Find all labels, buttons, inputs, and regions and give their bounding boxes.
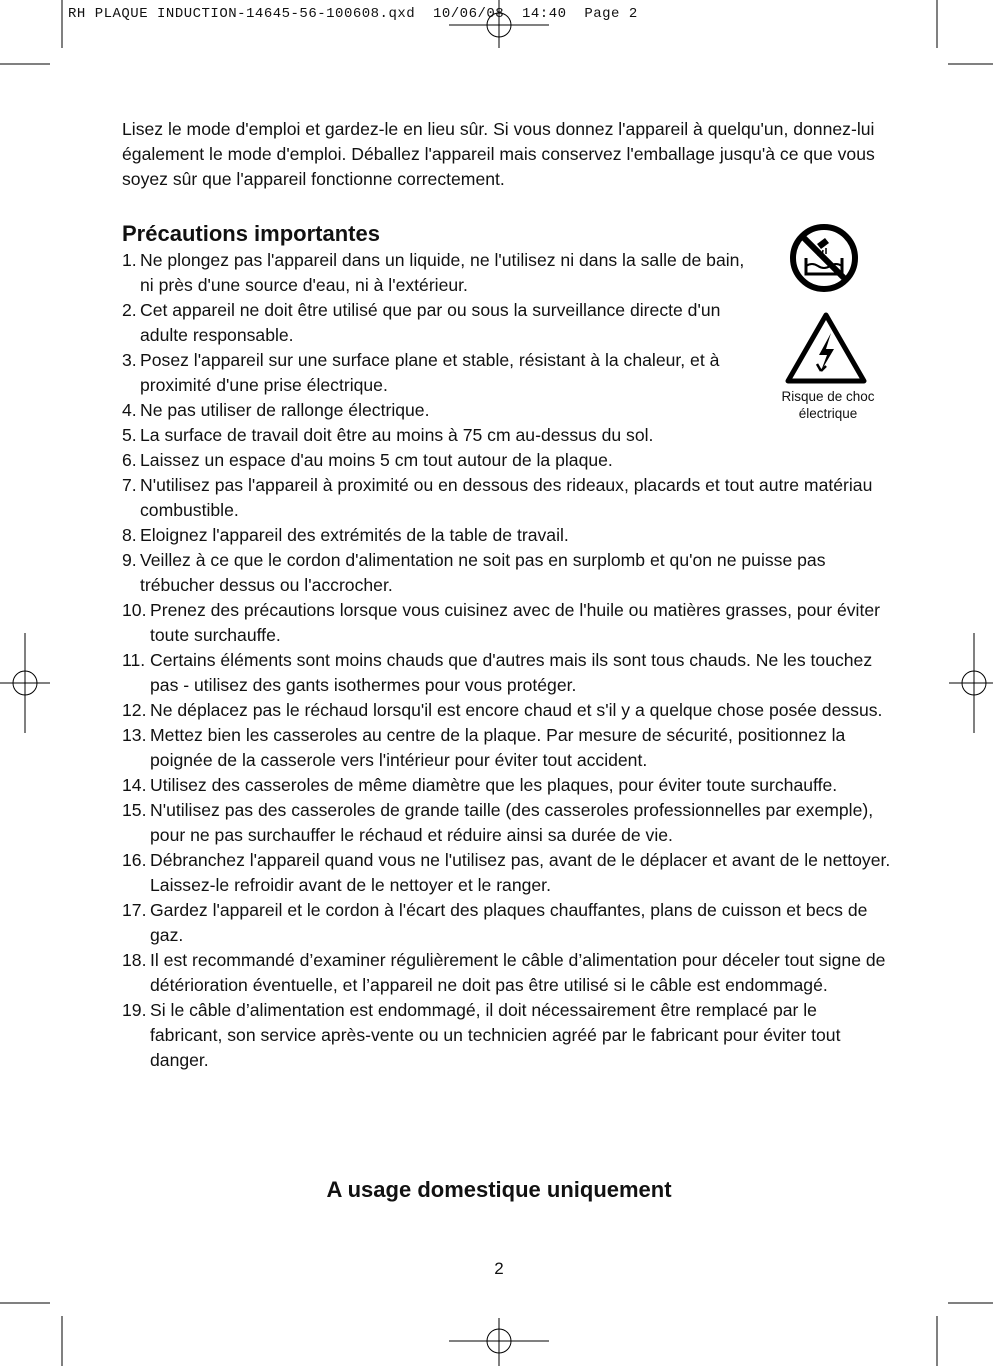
list-item (122, 448, 892, 473)
item-text: N'utilisez pas des casseroles de grande taille (des casseroles professionnelles par exemple), pour ne pas surchauffer le réchaud et réduire ainsi sa durée de vie. (150, 800, 874, 845)
item-text: Il est recommandé d’examiner régulièrement le câble d’alimentation pour déceler tout signe de détérioration éventuelle, et l’appareil ne doit pas être utilisé si le câble est endommagé. (150, 950, 886, 995)
item-number: 17. (122, 900, 147, 920)
list-item (122, 423, 892, 448)
item-number: 9. (122, 550, 137, 570)
item-number: 12. (122, 700, 147, 720)
item-number: 3. (122, 350, 137, 370)
item-text: Si le câble d’alimentation est endommagé, il doit nécessairement être remplacé par le fabricant, son service après-vente ou un technicien agréé par le fabricant pour éviter tout danger. (150, 1000, 841, 1070)
item-text: Certains éléments sont moins chauds que d'autres mais ils sont tous chauds. Ne les touchez pas - utilisez des gants isothermes pour vous protéger. (150, 650, 873, 695)
item-text: Ne déplacez pas le réchaud lorsqu'il est encore chaud et s'il y a quelque chose posée dessus. (150, 700, 883, 720)
item-text: Gardez l'appareil et le cordon à l'écart des plaques chauffantes, plans de cuisson et becs de gaz. (150, 900, 868, 945)
item-text: Mettez bien les casseroles au centre de la plaque. Par mesure de sécurité, positionnez la poignée de la casserole vers l'intérieur pour éviter tout accident. (150, 725, 846, 770)
item-number: 13. (122, 725, 147, 745)
item-number: 14. (122, 775, 147, 795)
slug-time: 14:40 (522, 6, 567, 22)
list-item (122, 523, 892, 548)
list-item (122, 248, 892, 298)
registration-mark-bottom (449, 1318, 549, 1366)
page-number: 2 (494, 1259, 504, 1278)
item-text: Posez l'appareil sur une surface plane et stable, résistant à la chaleur, et à proximité d'une prise électrique. (140, 350, 720, 395)
item-number: 5. (122, 425, 137, 445)
item-text: Laissez un espace d'au moins 5 cm tout autour de la plaque. (140, 450, 613, 470)
intro-paragraph: Lisez le mode d'emploi et gardez-le en lieu sûr. Si vous donnez l'appareil à quelqu'un, donnez-lui également le mode d'emploi. Déballez l'appareil mais conservez l'emballage jusqu'à ce que vous soyez sûr que l'appareil fonctionne correctement. (122, 119, 875, 189)
item-number: 19. (122, 1000, 147, 1020)
list-item (122, 398, 892, 423)
shock-caption-line2: électrique (798, 406, 858, 421)
item-text: Prenez des précautions lorsque vous cuisinez avec de l'huile ou matières grasses, pour éviter toute surchauffe. (150, 600, 880, 645)
list-item (122, 998, 892, 1073)
list-item (122, 698, 892, 723)
list-item (122, 298, 892, 348)
slug-file: RH PLAQUE INDUCTION-14645-56-100608.qxd (68, 6, 416, 22)
item-text: Veillez à ce que le cordon d'alimentation ne soit pas en surplomb et qu'on ne puisse pas trébucher dessus ou l'accrocher. (140, 550, 826, 595)
item-text: Ne pas utiliser de rallonge électrique. (140, 400, 430, 420)
print-slug (68, 6, 638, 22)
item-text: Eloignez l'appareil des extrémités de la table de travail. (140, 525, 569, 545)
precautions-heading: Précautions importantes (122, 221, 380, 246)
list-item (122, 948, 892, 998)
item-number: 8. (122, 525, 137, 545)
list-item (122, 473, 892, 523)
item-number: 11. (122, 650, 146, 670)
registration-mark-right (949, 633, 993, 733)
item-number: 6. (122, 450, 137, 470)
list-item (122, 348, 892, 398)
list-item (122, 773, 892, 798)
list-item (122, 648, 892, 698)
item-number: 7. (122, 475, 137, 495)
registration-mark-left (0, 633, 50, 733)
item-text: N'utilisez pas l'appareil à proximité ou en dessous des rideaux, placards et tout autre matériau combustible. (140, 475, 873, 520)
slug-date: 10/06/08 (432, 6, 505, 22)
precautions-list (122, 248, 892, 1073)
list-item (122, 898, 892, 948)
item-number: 10. (122, 600, 147, 620)
item-text: Débranchez l'appareil quand vous ne l'utilisez pas, avant de le déplacer et avant de le nettoyer. Laissez-le refroidir avant de le nettoyer et le ranger. (150, 850, 891, 895)
list-item (122, 798, 892, 848)
list-item (122, 598, 892, 648)
item-text: Ne plongez pas l'appareil dans un liquide, ne l'utilisez ni dans la salle de bain, ni près d'une source d'eau, ni à l'extérieur. (140, 250, 745, 295)
item-text: Cet appareil ne doit être utilisé que par ou sous la surveillance directe d'un adulte responsable. (140, 300, 721, 345)
item-number: 1. (122, 250, 137, 270)
item-number: 18. (122, 950, 147, 970)
list-item (122, 548, 892, 598)
list-item (122, 723, 892, 773)
list-item (122, 848, 892, 898)
item-text: Utilisez des casseroles de même diamètre que les plaques, pour éviter toute surchauffe. (150, 775, 838, 795)
domestic-use-title: A usage domestique uniquement (326, 1177, 672, 1202)
shock-caption-line1: Risque de choc (781, 389, 875, 404)
item-number: 2. (122, 300, 137, 320)
item-text: La surface de travail doit être au moins à 75 cm au-dessus du sol. (140, 425, 654, 445)
item-number: 16. (122, 850, 147, 870)
item-number: 15. (122, 800, 147, 820)
item-number: 4. (122, 400, 137, 420)
slug-page: Page 2 (584, 6, 638, 22)
